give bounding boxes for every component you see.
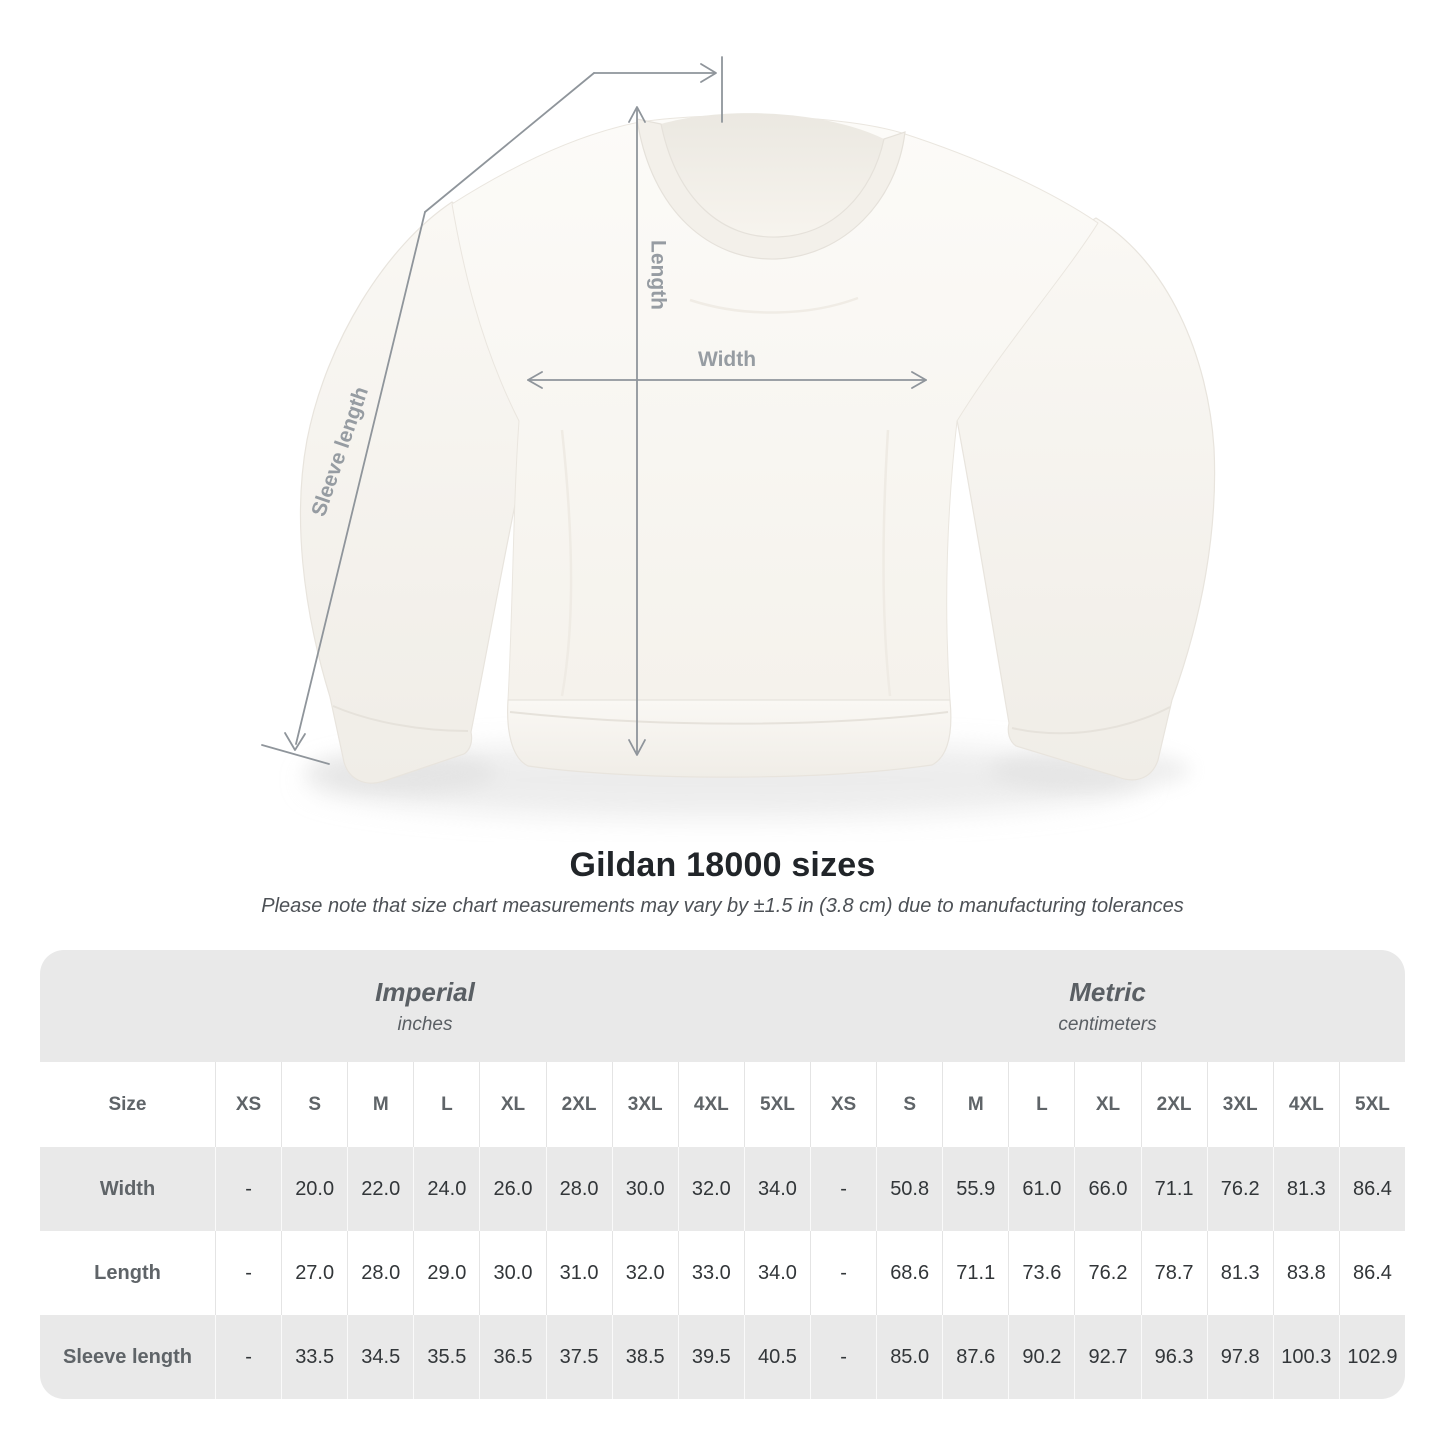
cell-imperial-0-3: 24.0 [413, 1147, 479, 1231]
cell-metric-1-6: 81.3 [1207, 1231, 1273, 1315]
cell-metric-2-6: 97.8 [1207, 1315, 1273, 1399]
column-header-metric-4: XL [1074, 1062, 1140, 1147]
cell-metric-1-4: 76.2 [1074, 1231, 1140, 1315]
cell-imperial-1-1: 27.0 [281, 1231, 347, 1315]
column-header-metric-2: M [942, 1062, 1008, 1147]
size-table [40, 950, 1405, 1399]
column-header-metric-8: 5XL [1339, 1062, 1405, 1147]
column-header-metric-6: 3XL [1207, 1062, 1273, 1147]
cell-imperial-0-8: 34.0 [744, 1147, 810, 1231]
cell-imperial-1-5: 31.0 [546, 1231, 612, 1315]
cell-metric-2-5: 96.3 [1141, 1315, 1207, 1399]
column-header-imperial-7: 4XL [678, 1062, 744, 1147]
page-title: Gildan 18000 sizes [569, 846, 876, 884]
cell-metric-0-7: 81.3 [1273, 1147, 1339, 1231]
imperial-title: Imperial [375, 976, 475, 1007]
cell-imperial-2-4: 36.5 [479, 1315, 545, 1399]
cell-imperial-1-8: 34.0 [744, 1231, 810, 1315]
cell-imperial-1-0: - [215, 1231, 281, 1315]
column-header-metric-1: S [876, 1062, 942, 1147]
sleeve-length-label: Sleeve length [307, 383, 374, 520]
cell-metric-0-6: 76.2 [1207, 1147, 1273, 1231]
cell-imperial-2-5: 37.5 [546, 1315, 612, 1399]
column-header-metric-0: XS [810, 1062, 876, 1147]
cell-metric-0-5: 71.1 [1141, 1147, 1207, 1231]
metric-unit: centimeters [1058, 1013, 1157, 1035]
imperial-unit: inches [397, 1013, 453, 1035]
cell-metric-1-1: 68.6 [876, 1231, 942, 1315]
cell-metric-0-8: 86.4 [1339, 1147, 1405, 1231]
column-header-imperial-3: L [413, 1062, 479, 1147]
column-header-imperial-8: 5XL [744, 1062, 810, 1147]
cell-metric-1-0: - [810, 1231, 876, 1315]
column-header-metric-5: 2XL [1141, 1062, 1207, 1147]
cell-imperial-2-6: 38.5 [612, 1315, 678, 1399]
cell-imperial-0-0: - [215, 1147, 281, 1231]
cell-metric-0-0: - [810, 1147, 876, 1231]
cell-metric-1-8: 86.4 [1339, 1231, 1405, 1315]
size-grid [40, 1062, 1405, 1399]
column-header-imperial-2: M [347, 1062, 413, 1147]
cell-imperial-1-7: 33.0 [678, 1231, 744, 1315]
cell-imperial-2-7: 39.5 [678, 1315, 744, 1399]
cell-metric-0-2: 55.9 [942, 1147, 1008, 1231]
cell-imperial-1-4: 30.0 [479, 1231, 545, 1315]
column-header-metric-7: 4XL [1273, 1062, 1339, 1147]
unit-group-metric [810, 950, 1405, 1062]
tolerance-note: Please note that size chart measurements may vary by ±1.5 in (3.8 cm) due to manufacturing tolerances [261, 895, 1184, 917]
cell-metric-1-7: 83.8 [1273, 1231, 1339, 1315]
cell-metric-2-8: 102.9 [1339, 1315, 1405, 1399]
cell-imperial-0-2: 22.0 [347, 1147, 413, 1231]
cell-metric-1-5: 78.7 [1141, 1231, 1207, 1315]
length-label: Length [646, 240, 670, 310]
cell-imperial-0-5: 28.0 [546, 1147, 612, 1231]
cell-metric-2-0: - [810, 1315, 876, 1399]
cell-metric-2-1: 85.0 [876, 1315, 942, 1399]
row-label-1: Length [40, 1231, 215, 1315]
cell-metric-2-4: 92.7 [1074, 1315, 1140, 1399]
column-header-imperial-4: XL [479, 1062, 545, 1147]
cell-imperial-2-0: - [215, 1315, 281, 1399]
column-header-size: Size [40, 1062, 215, 1147]
cell-imperial-2-1: 33.5 [281, 1315, 347, 1399]
cell-metric-2-7: 100.3 [1273, 1315, 1339, 1399]
cell-metric-2-3: 90.2 [1008, 1315, 1074, 1399]
cell-metric-0-3: 61.0 [1008, 1147, 1074, 1231]
cell-imperial-2-2: 34.5 [347, 1315, 413, 1399]
column-header-metric-3: L [1008, 1062, 1074, 1147]
cell-imperial-2-3: 35.5 [413, 1315, 479, 1399]
cell-metric-0-4: 66.0 [1074, 1147, 1140, 1231]
width-label: Width [697, 348, 757, 371]
unit-band [40, 950, 1405, 1062]
cell-imperial-0-4: 26.0 [479, 1147, 545, 1231]
cell-imperial-0-7: 32.0 [678, 1147, 744, 1231]
cell-imperial-0-6: 30.0 [612, 1147, 678, 1231]
cell-metric-1-3: 73.6 [1008, 1231, 1074, 1315]
unit-group-imperial [40, 950, 810, 1062]
cell-imperial-1-3: 29.0 [413, 1231, 479, 1315]
cell-imperial-1-2: 28.0 [347, 1231, 413, 1315]
cell-metric-1-2: 71.1 [942, 1231, 1008, 1315]
cell-metric-0-1: 50.8 [876, 1147, 942, 1231]
row-label-0: Width [40, 1147, 215, 1231]
cell-imperial-1-6: 32.0 [612, 1231, 678, 1315]
row-label-2: Sleeve length [40, 1315, 215, 1399]
cell-imperial-0-1: 20.0 [281, 1147, 347, 1231]
metric-title: Metric [1069, 976, 1146, 1007]
column-header-imperial-6: 3XL [612, 1062, 678, 1147]
cell-imperial-2-8: 40.5 [744, 1315, 810, 1399]
column-header-imperial-0: XS [215, 1062, 281, 1147]
hem-band [508, 700, 951, 777]
column-header-imperial-5: 2XL [546, 1062, 612, 1147]
column-header-imperial-1: S [281, 1062, 347, 1147]
cell-metric-2-2: 87.6 [942, 1315, 1008, 1399]
